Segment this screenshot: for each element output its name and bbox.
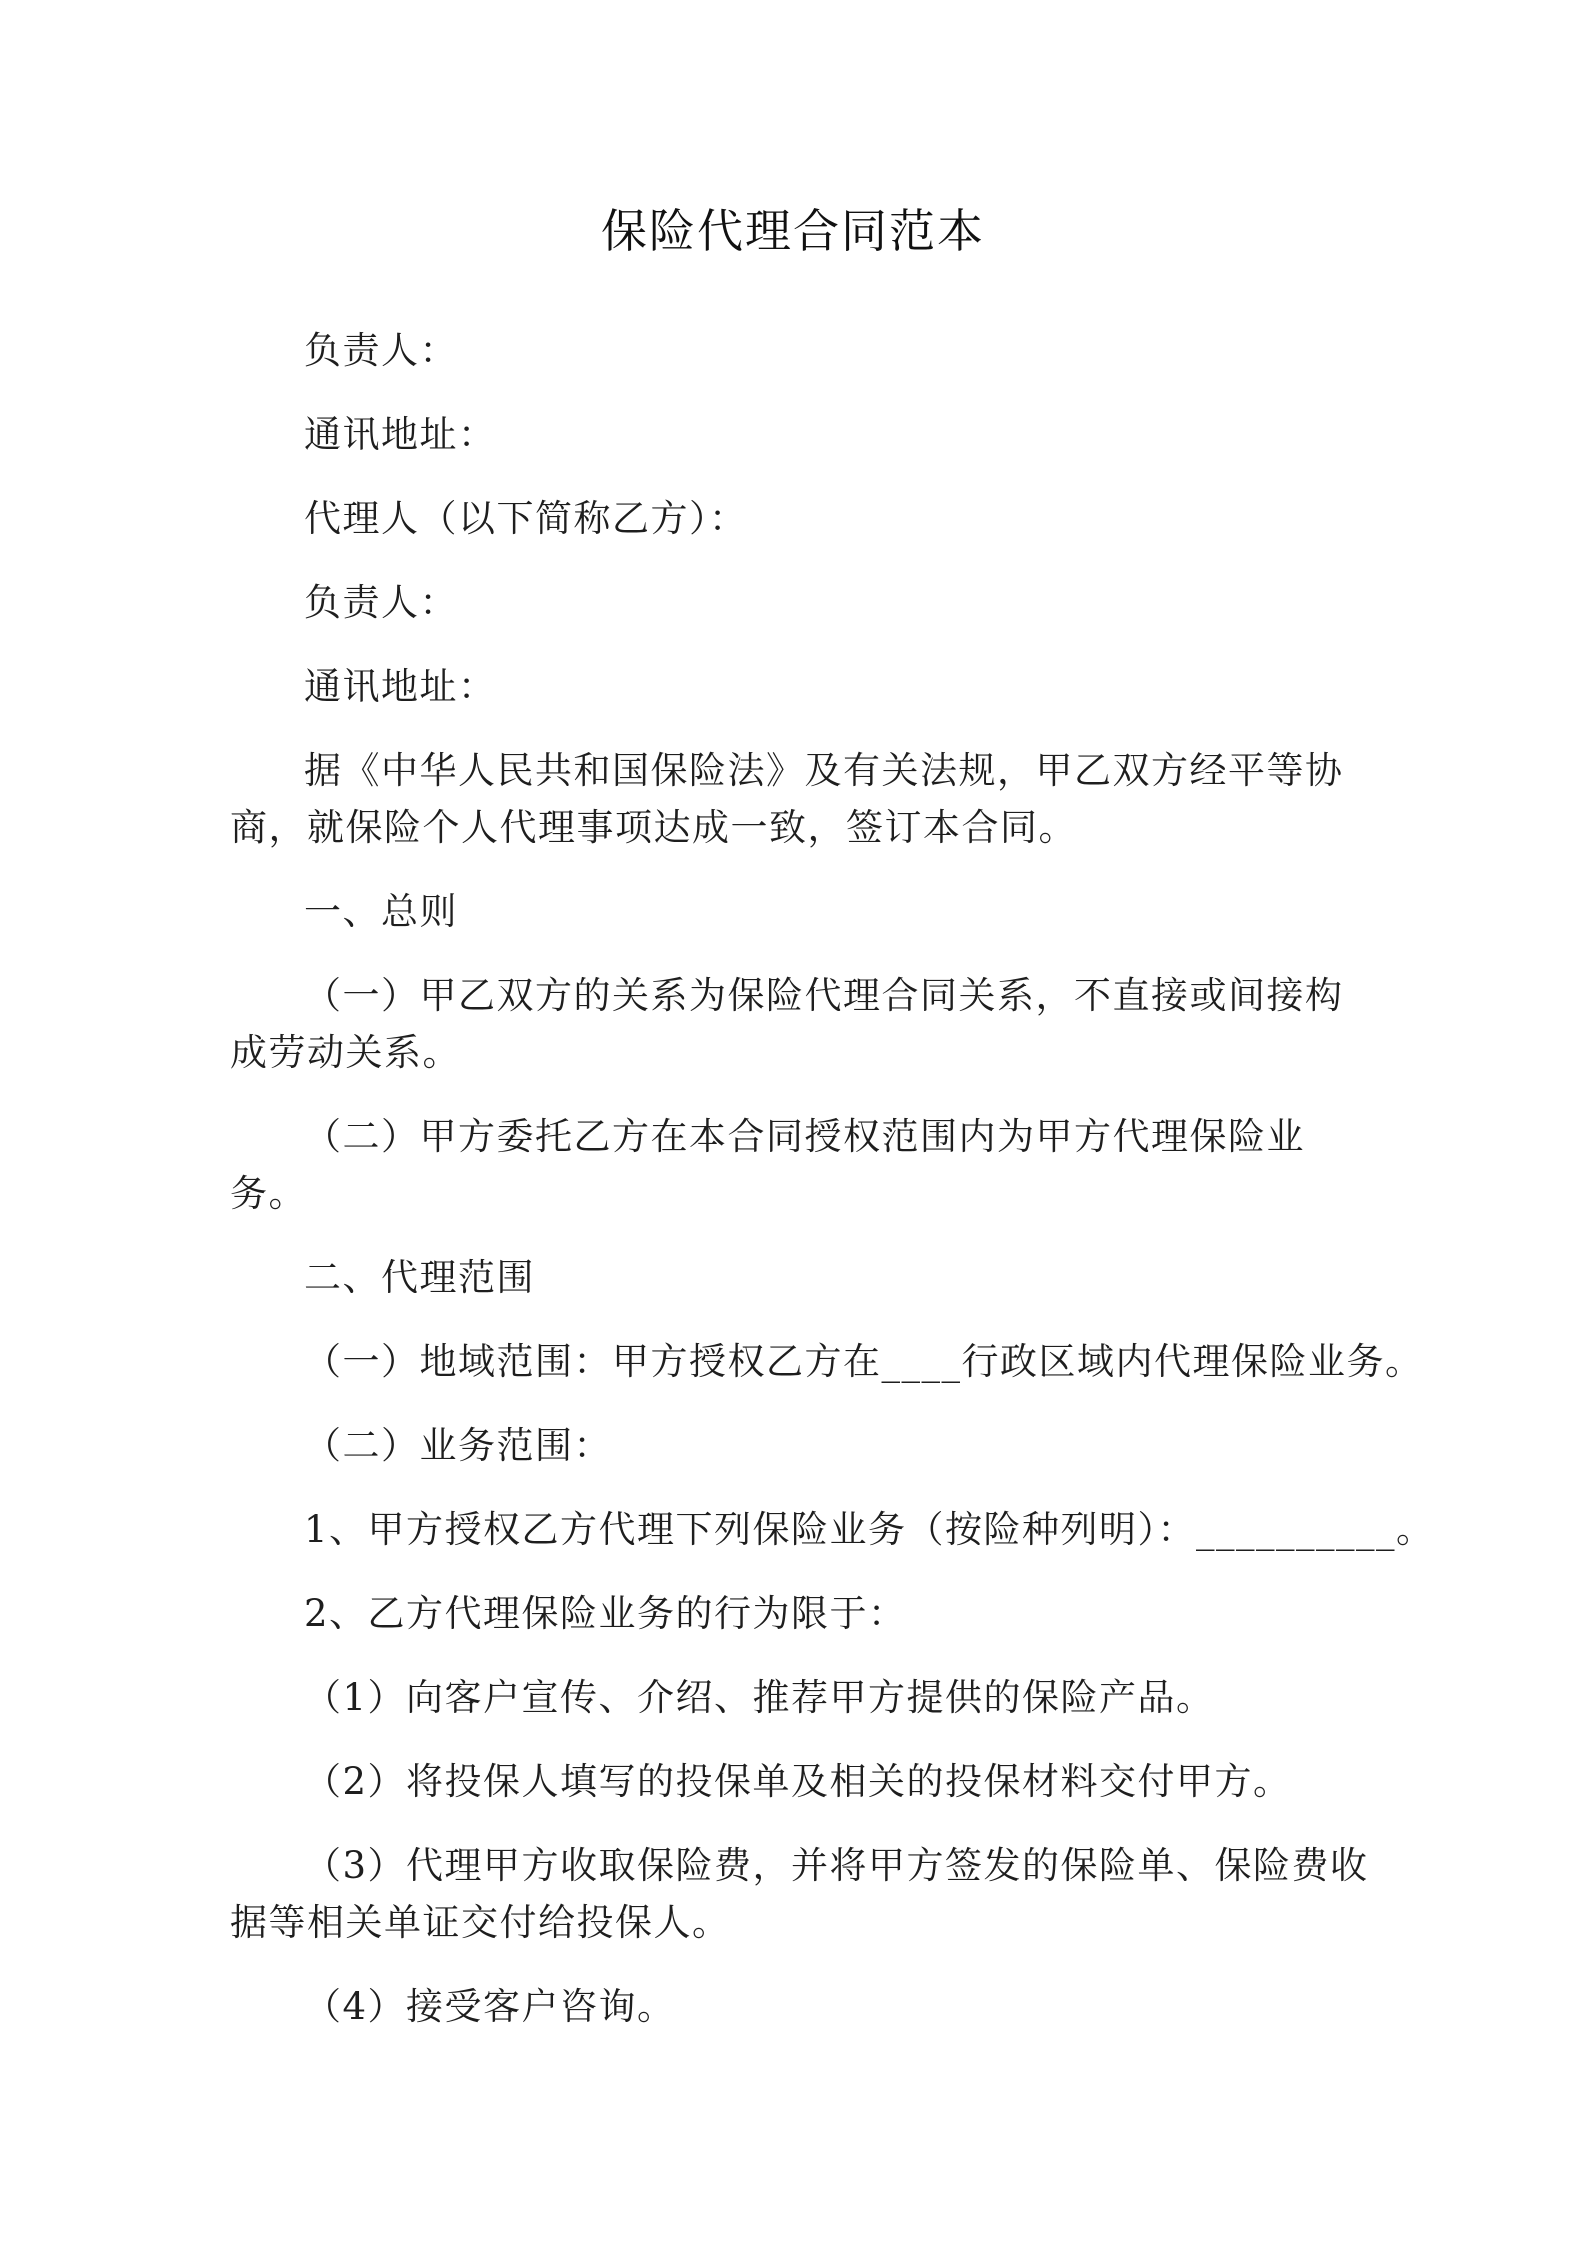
paragraph-5: 通讯地址： bbox=[304, 665, 497, 708]
paragraph-7: 一、总则 bbox=[304, 890, 458, 933]
paragraph-10: 二、代理范围 bbox=[304, 1256, 535, 1299]
paragraph-16: （2）将投保人填写的投保单及相关的投保材料交付甲方。 bbox=[304, 1760, 1292, 1803]
paragraph-9: （二）甲方委托乙方在本合同授权范围内为甲方代理保险业务。 bbox=[230, 1115, 1305, 1215]
paragraph-8: （一）甲乙双方的关系为保险代理合同关系，不直接或间接构成劳动关系。 bbox=[230, 974, 1344, 1074]
paragraph-13: 1、甲方授权乙方代理下列保险业务（按险种列明）：__________。 bbox=[304, 1508, 1435, 1551]
paragraph-17: （3）代理甲方收取保险费，并将甲方签发的保险单、保险费收据等相关单证交付给投保人。 bbox=[230, 1844, 1369, 1944]
paragraph-18: （4）接受客户咨询。 bbox=[304, 1985, 676, 2028]
document-title: 保险代理合同范本 bbox=[601, 204, 985, 258]
paragraph-11: （一）地域范围：甲方授权乙方在____行政区域内代理保险业务。 bbox=[304, 1340, 1424, 1383]
document-body bbox=[230, 322, 1435, 2062]
paragraph-14: 2、乙方代理保险业务的行为限于： bbox=[304, 1592, 907, 1635]
paragraph-6: 据《中华人民共和国保险法》及有关法规，甲乙双方经平等协商，就保险个人代理事项达成一致，签订本合同。 bbox=[230, 749, 1344, 849]
paragraph-1: 负责人： bbox=[304, 329, 458, 372]
paragraph-2: 通讯地址： bbox=[304, 413, 497, 456]
paragraph-4: 负责人： bbox=[304, 581, 458, 624]
paragraph-3: 代理人（以下简称乙方）： bbox=[304, 497, 748, 540]
paragraph-15: （1）向客户宣传、介绍、推荐甲方提供的保险产品。 bbox=[304, 1676, 1215, 1719]
paragraph-12: （二）业务范围： bbox=[304, 1424, 612, 1467]
